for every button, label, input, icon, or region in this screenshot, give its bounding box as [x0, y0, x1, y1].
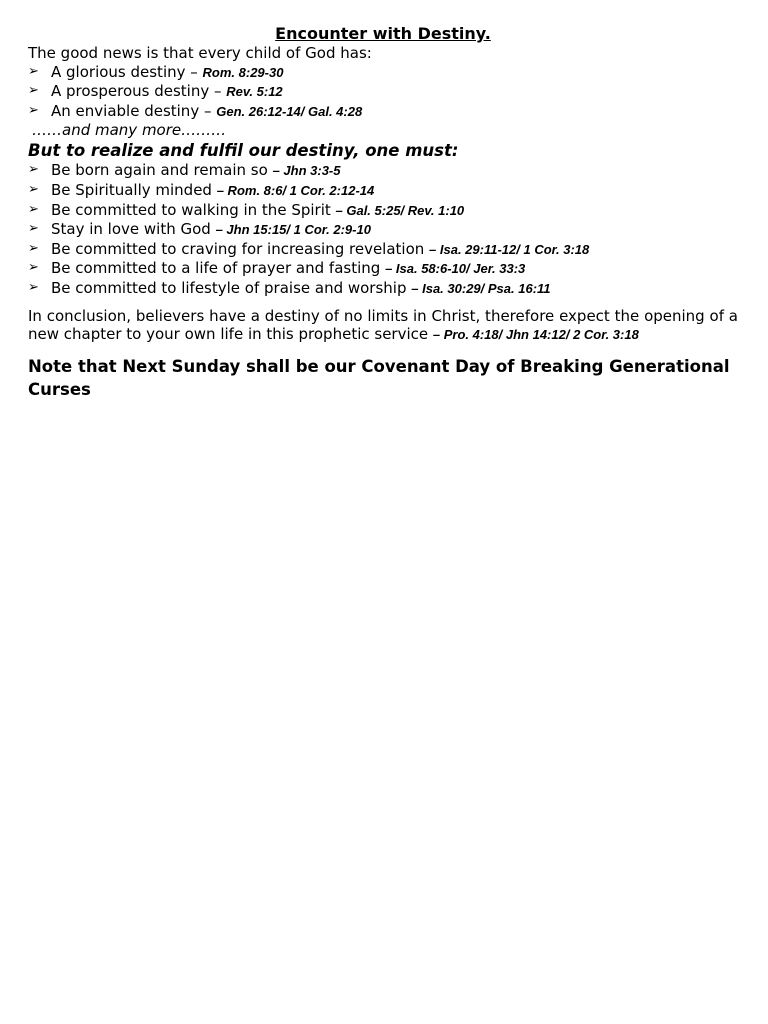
- scripture-reference: Gen. 26:12-14/ Gal. 4:28: [216, 103, 363, 119]
- list-item-text: Be born again and remain so: [51, 161, 273, 180]
- list-item-text: An enviable destiny –: [51, 101, 217, 120]
- list-item-text: A prosperous destiny –: [51, 82, 227, 101]
- list-item: [28, 82, 738, 102]
- list-item-text: Stay in love with God: [51, 220, 216, 239]
- list-item: [28, 259, 738, 279]
- arrow-bullet-icon: ➢: [28, 221, 39, 237]
- scripture-reference: – Isa. 30:29/ Psa. 16:11: [411, 280, 551, 296]
- list-item: [28, 201, 738, 221]
- list-item-text: Be committed to a life of prayer and fasting: [51, 259, 386, 278]
- document-page: [28, 24, 738, 401]
- conclusion-paragraph: [28, 307, 738, 345]
- scripture-reference: – Jhn 3:3-5: [272, 163, 341, 179]
- list-item-text: Be committed to lifestyle of praise and worship: [51, 278, 412, 297]
- arrow-bullet-icon: ➢: [28, 201, 39, 217]
- document-title: Encounter with Destiny.: [275, 24, 491, 43]
- scripture-reference: – Jhn 15:15/ 1 Cor. 2:9-10: [215, 222, 371, 238]
- arrow-bullet-icon: ➢: [28, 279, 39, 295]
- arrow-bullet-icon: ➢: [28, 102, 39, 118]
- intro-text: The good news is that every child of God has:: [28, 44, 372, 62]
- must-list: [28, 161, 738, 298]
- scripture-reference: – Gal. 5:25/ Rev. 1:10: [335, 202, 465, 218]
- scripture-reference: – Rom. 8:6/ 1 Cor. 2:12-14: [216, 182, 375, 198]
- list-item: [28, 161, 738, 181]
- list-item: [28, 240, 738, 260]
- list-item: [28, 181, 738, 201]
- scripture-reference: – Pro. 4:18/ Jhn 14:12/ 2 Cor. 3:18: [432, 327, 639, 343]
- section-heading: But to realize and fulfil our destiny, one must:: [28, 141, 459, 161]
- arrow-bullet-icon: ➢: [28, 181, 39, 197]
- scripture-reference: Rom. 8:29-30: [202, 64, 284, 80]
- scripture-reference: – Isa. 58:6-10/ Jer. 33:3: [385, 261, 526, 277]
- list-item-text: A glorious destiny –: [51, 62, 203, 81]
- list-item: [28, 220, 738, 240]
- arrow-bullet-icon: ➢: [28, 260, 39, 276]
- and-many-more-text: ……and many more………: [32, 121, 227, 140]
- announcement-note: Note that Next Sunday shall be our Covenant Day of Breaking Generational Curses: [28, 356, 730, 399]
- arrow-bullet-icon: ➢: [28, 240, 39, 256]
- arrow-bullet-icon: ➢: [28, 162, 39, 178]
- destiny-list: [28, 63, 738, 122]
- list-item-text: Be committed to walking in the Spirit: [51, 200, 336, 219]
- list-item-text: Be committed to craving for increasing revelation: [51, 239, 430, 258]
- arrow-bullet-icon: ➢: [28, 63, 39, 79]
- list-item: [28, 279, 738, 299]
- list-item-text: Be Spiritually minded: [51, 180, 217, 199]
- arrow-bullet-icon: ➢: [28, 83, 39, 99]
- list-item: [28, 63, 738, 83]
- list-item: [28, 102, 738, 122]
- conclusion-text: In conclusion, believers have a destiny of no limits in Christ, therefore expect the opening of a new chapter to your own life in this prophetic service: [28, 306, 738, 344]
- scripture-reference: Rev. 5:12: [226, 84, 283, 100]
- scripture-reference: – Isa. 29:11-12/ 1 Cor. 3:18: [429, 241, 590, 257]
